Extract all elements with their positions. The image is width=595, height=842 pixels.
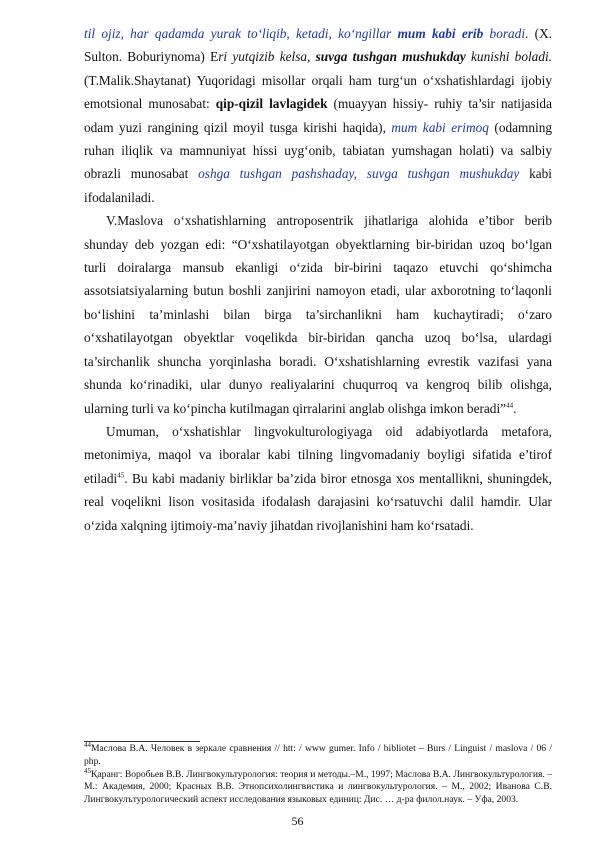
emphasis-mum-kabi-erimoq: mum kabi erimoq [391, 119, 489, 135]
body-text: (muayyan hissiy- ruhiy ta’sir natijasida odam yuzi rangining qizil moyil tusga kirishi haqida), [84, 96, 552, 135]
footnote-number: 45 [84, 766, 91, 775]
body-text: (odamning ruhan iliqlik va mamnuniyat hissi uyg‘onib, tabiatan yumshagan holati) va salbiy obrazli munosabat [84, 119, 552, 182]
emphasis-mum-kabi-erib: mum kabi erib [397, 26, 484, 41]
body-text: (T.Malik.Shaytanat) Yuqoridagi misollar orqali ham turg‘un o‘xshatishlardagi ijobiy emotsional munosabat: [84, 72, 552, 112]
footnote-text: Маслова В.А. Человек в зеркале сравнения // htt: / www gumer. Info / bibliotet – Burs / Linguist / maslova / 06 / php. [84, 743, 552, 767]
emphasis-suvga-tushgan: suvga tushgan mushukday [315, 49, 466, 65]
footnote-ref-44[interactable]: 44 [506, 401, 514, 410]
body-text: Umuman, o‘xshatishlar lingvokulturologiyaga oid adabiyotlarda metafora, metonimiya, maqol va iboralar kabi tilning lingvomadaniy boyligi sifatida e’tirof etiladi [84, 423, 552, 486]
emphasis-negative-examples: oshga tushgan pashshaday, suvga tushgan mushukday [198, 166, 520, 182]
page-number: 56 [291, 814, 304, 828]
page-body [84, 22, 552, 537]
emphasis-qip-qizil: qip-qizil lavlagidek [215, 96, 328, 112]
punctuation: . [513, 400, 517, 416]
quote-text: kunishi boladi. [465, 49, 552, 65]
paragraph-2 [84, 209, 552, 420]
footnote-text: Қаранг: Воробьев В.В. Лингвокультурология: теория и методы.–М., 1997; Маслова В.А. Лингвокультурология. – М.: Академия, 2000; Красных В.В. Этнопсихолингвистика и лингвокультурология. – М., 2002; Иванова С.В. Лингвокулътурологический аспект исследования языковых единиц: Дис. … д-ра филол.наук. – Уфа, 2003. [84, 768, 553, 806]
body-text: . Bu kabi madaniy birliklar ba’zida biror etnosga xos mentallikni, shuningdek, real voqelikni lison vositasida ifodalash darajasini ko‘rsatuvchi dalil hamdir. Ular o‘zida xalqning ijtimoiy-ma’naviy jihatdan rivojlanishini ham ko‘rsatadi. [84, 470, 552, 533]
footnote-ref-45[interactable]: 45 [117, 471, 125, 480]
footnote-divider [84, 741, 200, 742]
body-text: kabi ifodalaniladi. [84, 166, 552, 205]
body-text: V.Maslova o‘xshatishlarning antroposentrik jihatlariga alohida e’tibor berib shunday deb yozgan edi: “O‘xshatilayotgan obyektlarning bir-biridan uzoq bo‘lgan turli doiralarga mansub ekanligi o‘zida bir-birini taqazo etuvchi qo‘shimcha assotsiatsiyalarning butun boshli zanjirini namoyon etadi, ular axborotning to‘laqonli bo‘lishini ta’minlashi bilan birga ta’sirchanlikni ham kuchaytiradi; o‘zaro o‘xshatilayotgan obyektlar voqelikda bir-biridan qancha uzoq bo‘lsa, ulardagi ta’sirchanlik shuncha yorqinlashа boradi. O‘xshatishlarning evrestik vazifasi yana shunda ko‘rinadiki, ular dunyo realiyalarini chuqurroq va kengroq bilib olishga, ularning turli va ko‘pincha kutilmagan qirralarini anglab olishga imkon beradi” [84, 213, 552, 416]
footnote-44 [84, 740, 552, 769]
quote-text: til ojiz, har qadamda yurak to‘liqib, ketadi, ko‘ngillar [84, 26, 398, 41]
quote-text: ri yutqizib kelsa, [218, 49, 316, 65]
source-citation: . (X. Sulton. Boburiynoma) E [84, 26, 552, 65]
quote-text: boradi [483, 26, 526, 41]
footnote-number: 44 [84, 740, 91, 749]
footnote-45 [84, 766, 553, 807]
paragraph-1 [84, 22, 552, 209]
paragraph-3 [84, 420, 552, 537]
footnotes [84, 740, 553, 807]
